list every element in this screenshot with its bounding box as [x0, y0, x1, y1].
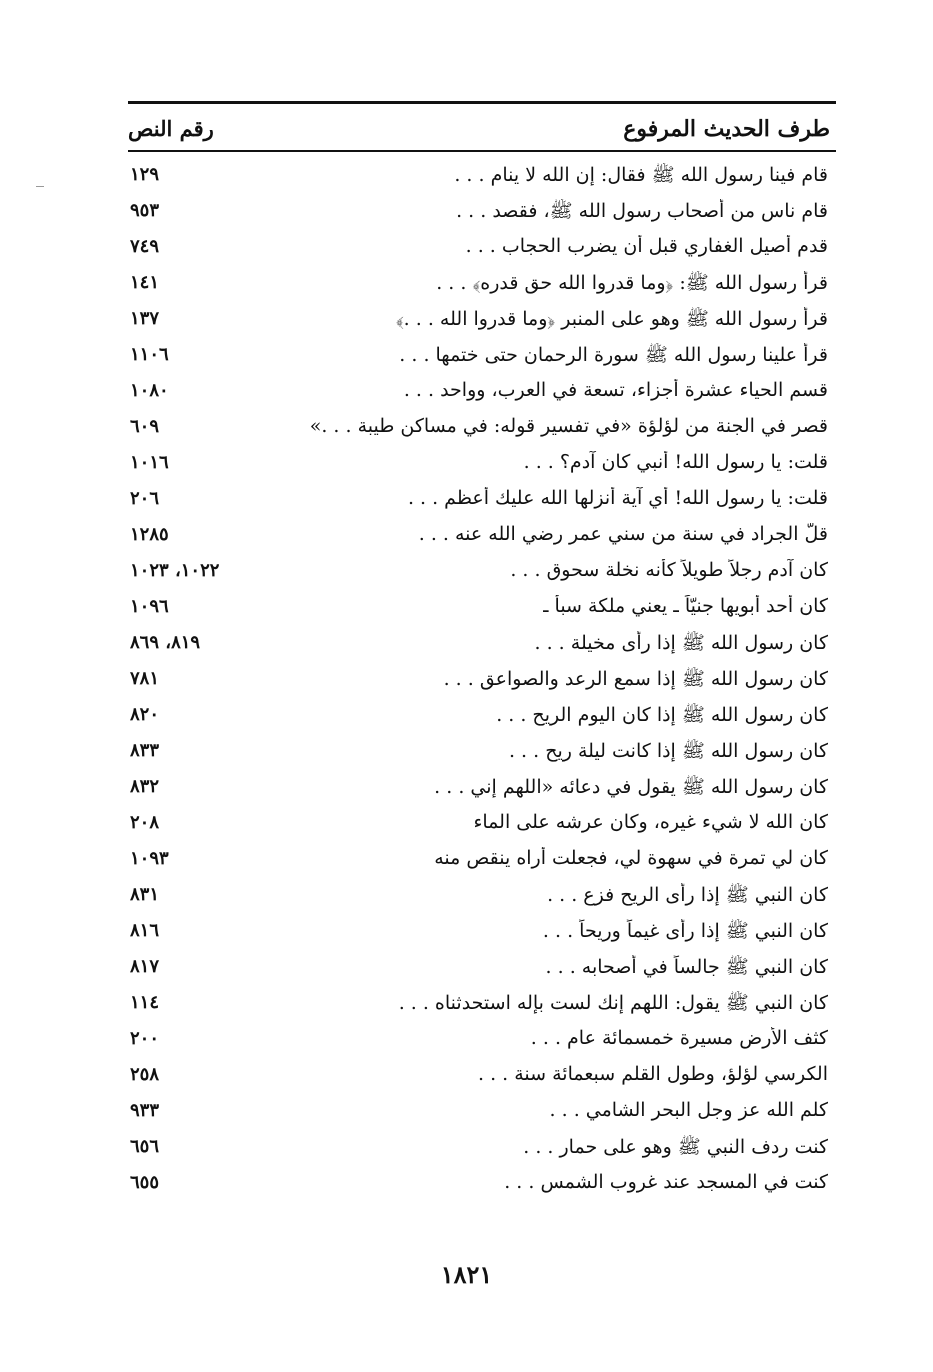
hadith-text: كان النبي ﷺ يقول: اللهم إنك لست بإله استحدثناه . . .: [398, 992, 828, 1014]
text-number: ٩٣٣: [130, 1100, 160, 1121]
text-number: ٨٢٠: [130, 704, 160, 725]
table-row: [128, 518, 836, 554]
text-number: ١٤١: [130, 272, 160, 293]
text-number: ١١٠٦: [130, 344, 169, 365]
hadith-text: قصر في الجنة من لؤلؤة «في تفسير قوله: في مساكن طيبة . . .»: [309, 415, 828, 437]
table-row: [128, 626, 836, 662]
hadith-text: قدم أصيل الغفاري قبل أن يضرب الحجاب . . .: [465, 235, 828, 257]
text-number: ١١٤: [130, 992, 160, 1013]
table-row: [128, 1166, 836, 1202]
text-number: ٦٥٥: [130, 1172, 160, 1193]
hadith-text: الكرسي لؤلؤ، وطول القلم سبعمائة سنة . . .: [477, 1063, 828, 1085]
hadith-text: كان الله لا شيء غيره، وكان عرشه على الماء: [473, 811, 828, 833]
table-row: [128, 410, 836, 446]
table-row: [128, 662, 836, 698]
hadith-text: قرأ علينا رسول الله ﷺ سورة الرحمان حتى ختمها . . .: [399, 344, 828, 366]
table-row: [128, 1058, 836, 1094]
hadith-text: قرأ رسول الله ﷺ وهو على المنبر ﴿وما قدروا الله . . .﴾: [395, 308, 828, 330]
index-table: [128, 158, 836, 1202]
table-row: [128, 482, 836, 518]
text-number: ٩٥٣: [130, 200, 160, 221]
table-row: [128, 950, 836, 986]
hadith-text: كنت في المسجد عند غروب الشمس . . .: [504, 1171, 828, 1193]
table-row: [128, 590, 836, 626]
header-rule: [128, 150, 836, 152]
hadith-text: كان آدم رجلاً طويلاً كأنه نخلة سحوق . . .: [510, 559, 828, 581]
table-row: [128, 1022, 836, 1058]
table-row: [128, 230, 836, 266]
text-number: ١٠٨٠: [130, 380, 169, 401]
table-row: [128, 806, 836, 842]
hadith-text: قام ناس من أصحاب رسول الله ﷺ، فقصد . . .: [456, 200, 828, 222]
text-number: ٨١٧: [130, 956, 160, 977]
text-number: ٨٣٣: [130, 740, 160, 761]
text-number: ١٠٩٣: [130, 848, 169, 869]
header-number-column: رقم النص: [128, 116, 214, 141]
text-number: ١٢٨٥: [130, 524, 169, 545]
table-row: [128, 878, 836, 914]
hadith-text: كان رسول الله ﷺ إذا رأى مخيلة . . .: [534, 632, 828, 654]
table-row: [128, 194, 836, 230]
text-number: ٧٤٩: [130, 236, 160, 257]
text-number: ٢٠٦: [130, 488, 160, 509]
hadith-text: كان رسول الله ﷺ يقول في دعائه «اللهم إني . . .: [434, 776, 828, 798]
hadith-text: كان لي تمرة في سهوة لي، فجعلت أراه ينقص منه: [434, 847, 828, 869]
hadith-text: كان النبي ﷺ جالساً في أصحابه . . .: [545, 956, 828, 978]
table-row: [128, 770, 836, 806]
page-number: ١٨٢١: [440, 1260, 493, 1289]
table-row: [128, 698, 836, 734]
hadith-text: كان رسول الله ﷺ إذا كان اليوم الريح . . .: [496, 704, 828, 726]
text-number: ٦٠٩: [130, 416, 160, 437]
hadith-text: قسم الحياء عشرة أجزاء، تسعة في العرب، وواحد . . .: [403, 379, 828, 401]
hadith-text: كلم الله عز وجل البحر الشامي . . .: [549, 1099, 828, 1121]
text-number: ٧٨١: [130, 668, 160, 689]
table-row: [128, 1130, 836, 1166]
table-row: [128, 158, 836, 194]
text-number: ١٠٢٢، ١٠٢٣: [130, 560, 220, 581]
hadith-text: قرأ رسول الله ﷺ: ﴿وما قدروا الله حق قدره﴾ . . .: [436, 272, 828, 294]
header-text-column: طرف الحديث المرفوع: [623, 116, 830, 142]
hadith-text: كان أحد أبويها جنيّاً ـ يعني ملكة سبأ ـ: [542, 595, 828, 617]
top-rule: [128, 101, 836, 104]
table-row: [128, 986, 836, 1022]
hadith-text: كان رسول الله ﷺ إذا سمع الرعد والصواعق . . .: [443, 668, 828, 690]
text-number: ١٢٩: [130, 164, 160, 185]
text-number: ٢٥٨: [130, 1064, 160, 1085]
text-number: ١٣٧: [130, 308, 160, 329]
text-number: ٨٣١: [130, 884, 160, 905]
hadith-text: كان النبي ﷺ إذا رأى الريح فزع . . .: [547, 884, 828, 906]
hadith-text: قلت: يا رسول الله! أي آية أنزلها الله عليك أعظم . . .: [407, 487, 828, 509]
table-row: [128, 446, 836, 482]
text-number: ٢٠٨: [130, 812, 160, 833]
hadith-text: قام فينا رسول الله ﷺ فقال: إن الله لا ينام . . .: [454, 164, 828, 186]
text-number: ٢٠٠: [130, 1028, 160, 1049]
text-number: ٨٣٢: [130, 776, 160, 797]
hadith-text: كنت ردف النبي ﷺ وهو على حمار . . .: [523, 1136, 828, 1158]
hadith-text: كان النبي ﷺ إذا رأى غيماً وريحاً . . .: [542, 920, 828, 942]
text-number: ٦٥٦: [130, 1136, 160, 1157]
table-row: [128, 554, 836, 590]
margin-mark: [36, 186, 44, 187]
text-number: ٨١٩، ٨٦٩: [130, 632, 201, 653]
table-row: [128, 842, 836, 878]
table-header: [128, 112, 836, 148]
table-row: [128, 914, 836, 950]
table-row: [128, 374, 836, 410]
hadith-text: قلّ الجراد في سنة من سني عمر رضي الله عنه . . .: [418, 523, 828, 545]
table-row: [128, 338, 836, 374]
hadith-text: كان رسول الله ﷺ إذا كانت ليلة ريح . . .: [508, 740, 828, 762]
hadith-text: قلت: يا رسول الله! أنبي كان آدم؟ . . .: [523, 451, 828, 473]
table-row: [128, 266, 836, 302]
table-row: [128, 1094, 836, 1130]
text-number: ١٠١٦: [130, 452, 169, 473]
hadith-text: كثف الأرض مسيرة خمسمائة عام . . .: [530, 1027, 828, 1049]
text-number: ١٠٩٦: [130, 596, 169, 617]
table-row: [128, 302, 836, 338]
text-number: ٨١٦: [130, 920, 160, 941]
table-row: [128, 734, 836, 770]
